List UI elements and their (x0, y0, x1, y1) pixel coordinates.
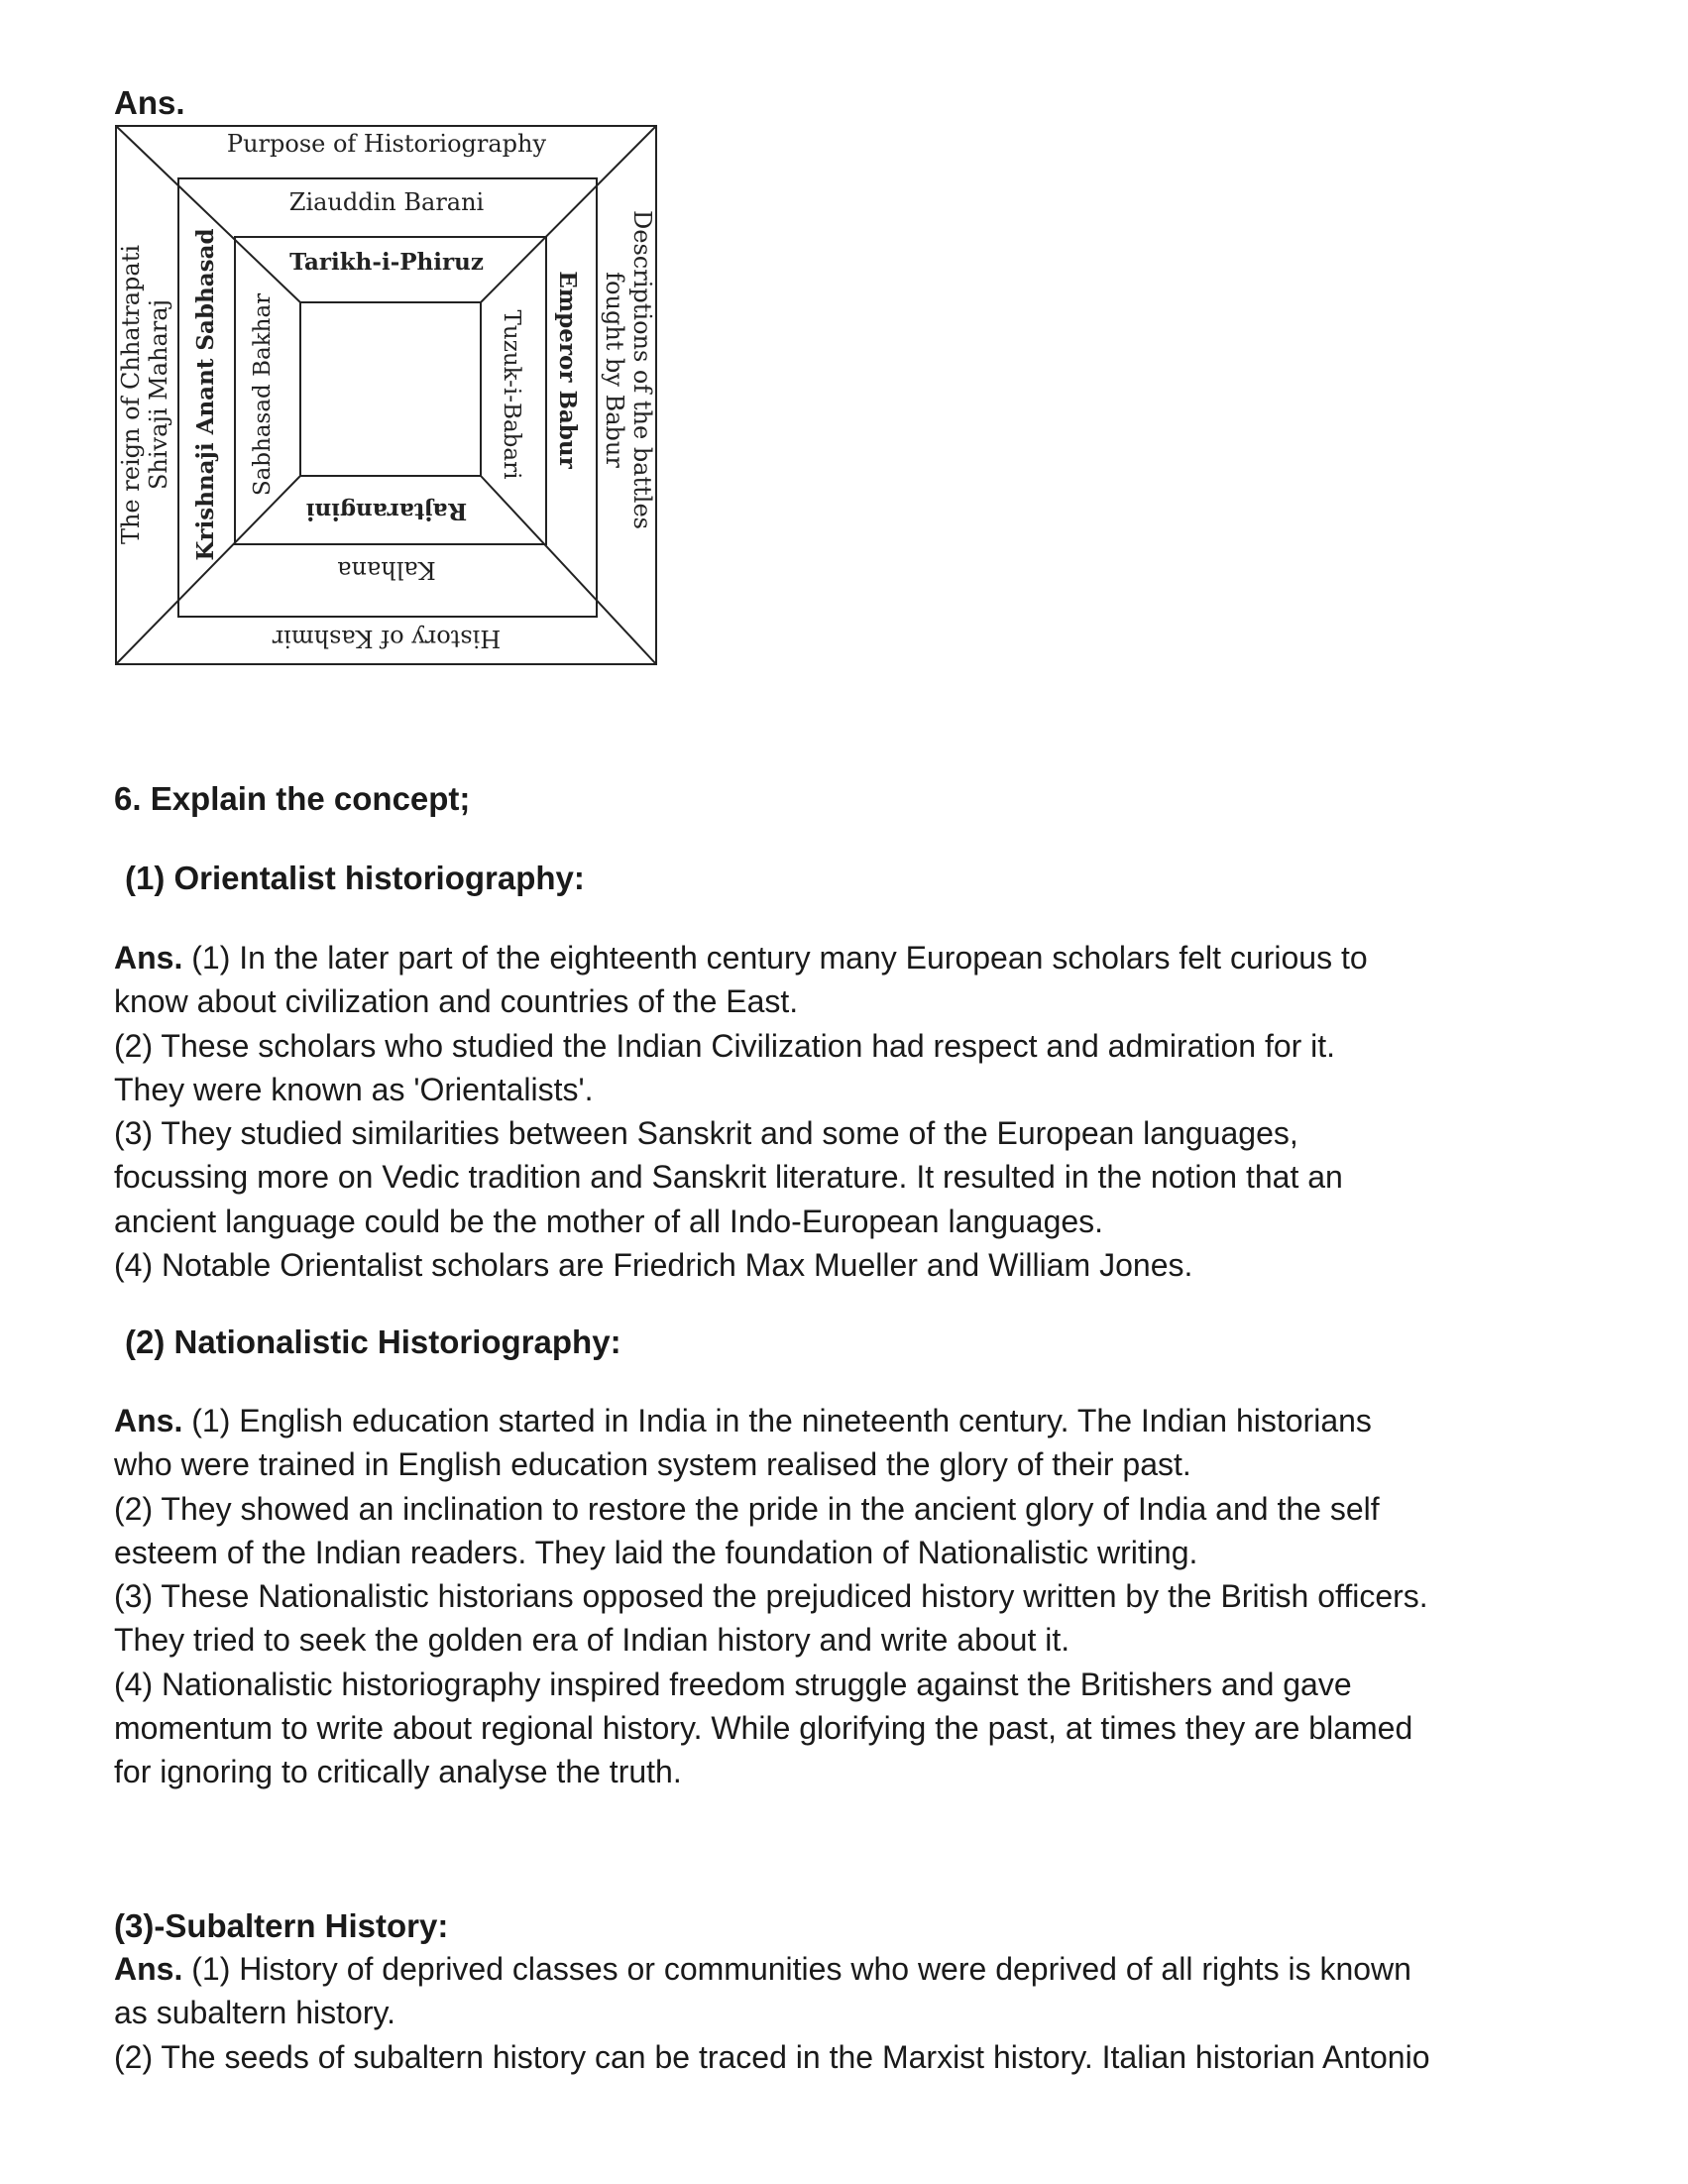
center-square (300, 302, 481, 476)
historiography-diagram (109, 121, 664, 672)
label-outer-left-2: Shivaji Maharaj (145, 298, 172, 491)
section-heading-orientalist: (1) Orientalist historiography: (125, 860, 585, 896)
section-heading-nationalistic: (2) Nationalistic Historiography: (125, 1323, 621, 1360)
label-inner-top: Tarikh-i-Phiruz (289, 249, 484, 276)
para-line: momentum to write about regional history. While glorifying the past, at times they are blamed (114, 1710, 1413, 1747)
para-line: (3) These Nationalistic historians opposed the prejudiced history written by the British officers. (114, 1578, 1428, 1615)
label-outer-left-1: The reign of Chhatrapati (117, 244, 145, 545)
label-outer-bottom: History of Kashmir (272, 625, 502, 652)
label-middle-top: Ziauddin Barani (288, 188, 485, 216)
para-line: (2) These scholars who studied the Indian Civilization had respect and admiration for it. (114, 1027, 1336, 1064)
para-line: as subaltern history. (114, 1995, 395, 2031)
para-line: for ignoring to critically analyse the truth. (114, 1754, 682, 1790)
section-body-orientalist (114, 936, 1611, 1287)
para-line: focussing more on Vedic tradition and Sanskrit literature. It resulted in the notion that an (114, 1159, 1343, 1196)
para-line: (4) Notable Orientalist scholars are Friedrich Max Mueller and William Jones. (114, 1247, 1193, 1284)
para-line: Ans. (1) In the later part of the eighteenth century many European scholars felt curious to (114, 940, 1368, 976)
label-inner-bottom: Rajtarangini (305, 498, 468, 524)
label-outer-right-1: Descriptions of the battles (628, 210, 656, 529)
para-line: who were trained in English education system realised the glory of their past. (114, 1446, 1191, 1483)
para-line: know about civilization and countries of the East. (114, 983, 799, 1020)
label-inner-right: Tuzuk-i-Babari (499, 309, 524, 480)
ans-label: Ans. (114, 940, 183, 976)
para-line: Ans. (1) History of deprived classes or communities who were deprived of all rights is known (114, 1951, 1411, 1987)
para-line: esteem of the Indian readers. They laid the foundation of Nationalistic writing. (114, 1534, 1198, 1570)
para-line: (2) They showed an inclination to restore the pride in the ancient glory of India and the self (114, 1490, 1380, 1527)
para-line: Ans. (1) English education started in India in the nineteenth century. The Indian historians (114, 1403, 1372, 1438)
section-heading-subaltern: (3)-Subaltern History: (114, 1907, 449, 1944)
section-body-nationalistic (114, 1399, 1611, 1794)
para-line: (4) Nationalistic historiography inspired freedom struggle against the Britishers and gave (114, 1666, 1352, 1702)
section-body-subaltern (114, 1947, 1611, 2079)
label-middle-left: Krishnaji Anant Sabhasad (192, 228, 219, 561)
para-line: They were known as 'Orientalists'. (114, 1071, 594, 1107)
label-middle-bottom: Kalhana (337, 556, 436, 584)
ans-label: Ans. (114, 1951, 183, 1987)
label-inner-left: Sabhasad Bakhar (250, 292, 276, 497)
label-outer-top: Purpose of Historiography (226, 130, 547, 158)
label-outer-right-2: fought by Babur (601, 272, 628, 468)
middle-square (178, 178, 597, 617)
para-line: (2) The seeds of subaltern history can be traced in the Marxist history. Italian historian Antonio (114, 2038, 1430, 2075)
para-line: ancient language could be the mother of all Indo-European languages. (114, 1203, 1104, 1239)
para-line: They tried to seek the golden era of Indian history and write about it. (114, 1622, 1070, 1659)
question-heading: 6. Explain the concept; (114, 780, 471, 817)
para-line: (3) They studied similarities between Sanskrit and some of the European languages, (114, 1115, 1298, 1152)
ans-label: Ans. (114, 1403, 183, 1438)
label-middle-right: Emperor Babur (554, 271, 581, 469)
top-answer-label: Ans. (114, 84, 185, 121)
